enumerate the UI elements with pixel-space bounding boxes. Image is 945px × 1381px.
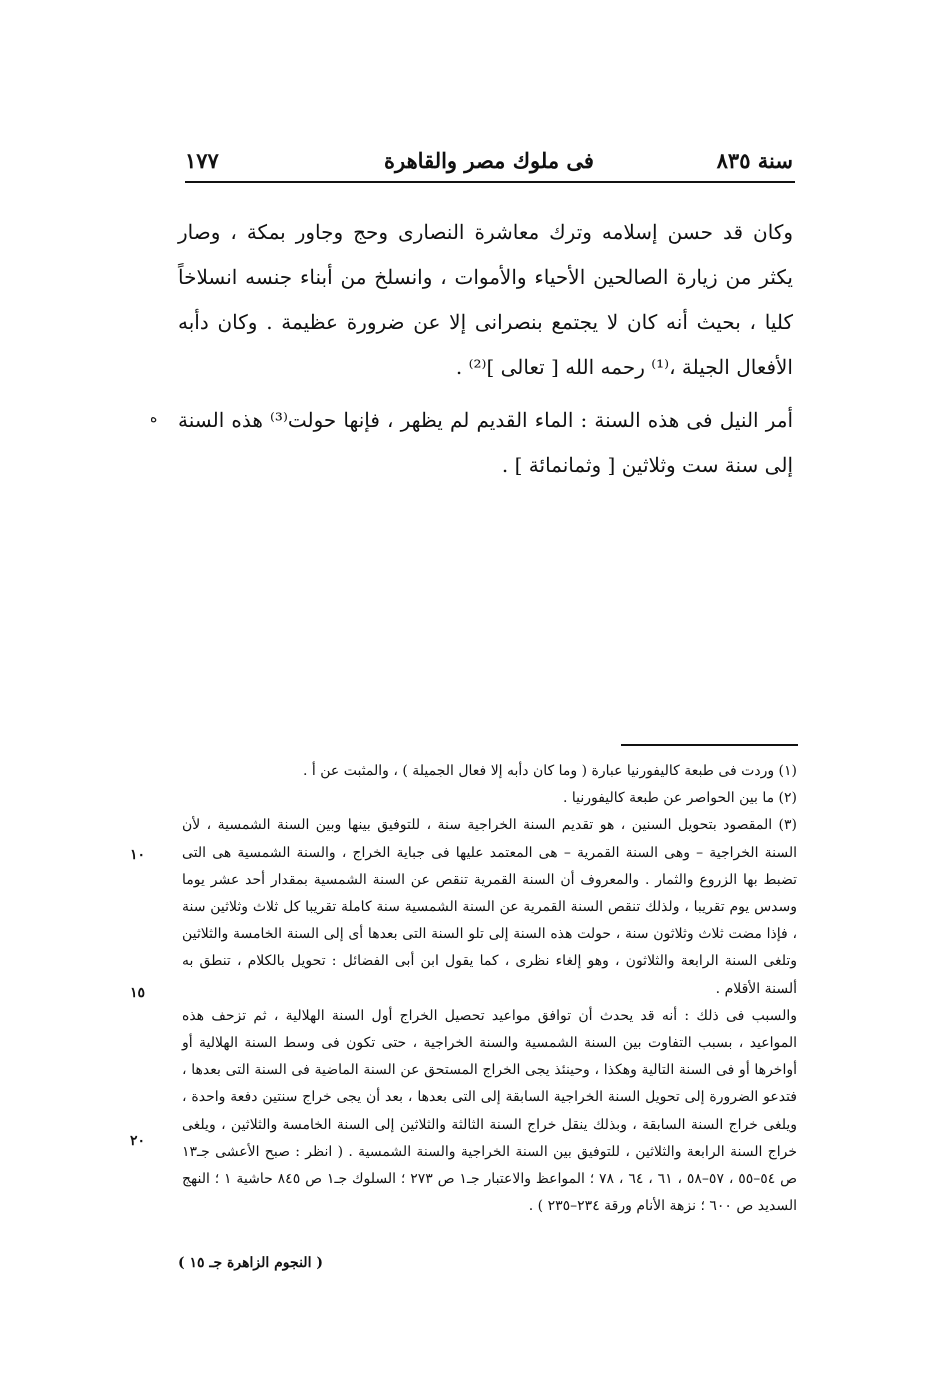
body-paragraph-1: وكان قد حسن إسلامه وترك معاشرة النصارى وحج وجاور بمكة ، وصار يكثر من زيارة الصالحين الأحياء والأموات ، وانسلخ من أبناء جنسه انسلاخاً كليا ، بحيث أنه كان لا يجتمع بنصرانى إلا عن ضرورة عظيمة . وكان دأبه الأفعال الجيلة ،⁽¹⁾ رحمه الله [ تعالى ]⁽²⁾ . bbox=[178, 220, 794, 379]
header-title: فى ملوك مصر والقاهرة bbox=[384, 148, 594, 173]
running-header bbox=[185, 148, 793, 180]
header-year: سنة ٨٣٥ bbox=[716, 148, 793, 173]
footnote-3: (٣) المقصود بتحويل السنين ، هو تقديم السنة الخراجية سنة ، للتوفيق بينها وبين السنة الشمسية ، لأن السنة الخراجية – وهى السنة القمرية – هى المعتمد عليها فى جباية الخراج ، والسنة الشمسية هى التى تضبط بها الزروع والثمار . والمعروف أن السنة القمرية تنقص عن السنة الشمسية بمقدار أحد عشر يوما وسدس يوم تقريبا ، ولذلك تنقص السنة القمرية عن السنة الشمسية سنة كاملة تقريبا كل ثلاث وثلاثين سنة ، فإذا مضت ثلاث وثلاثون سنة ، حولت هذه السنة إلى تلو السنة التى بعدها أى إلى السنة الخامسة والثلاثين وتلغى السنة الرابعة والثلاثون ، وهو إلغاء نظرى ، كما يقول ابن أبى الفضائل : تحويل بالكلام ، تنطق به ألسنة الأقلام . bbox=[182, 817, 797, 997]
footnote-1: (١) وردت فى طبعة كاليفورنيا عبارة ( وما كان دأبه إلا فعال الجميلة ) ، والمثبت عن أ . bbox=[303, 763, 797, 779]
footnotes bbox=[182, 758, 797, 1220]
line-number-15: ١٥ bbox=[130, 985, 146, 1001]
footnote-3-continued: والسبب فى ذلك : أنه قد يحدث أن توافق مواعيد تحصيل الخراج أول السنة الهلالية ، ثم تزحف هذه المواعيد ، بسبب التفاوت بين السنة الشمسية والسنة الخراجية ، حتى تكون فى وسط السنة الهلالية أو أواخرها أو فى السنة التالية وهكذا ، وحينئذ يجى الخراج المستحق عن السنة الماضية فى السنة التى بعدها ، فتدعو الضرورة إلى تحويل السنة الخراجية السابقة إلى التى بعدها ، بعد أن يجى خراج سنتين دفعة واحدة ، ويلغى خراج السنة السابقة ، وبذلك ينقل خراج السنة الثالثة والثلاثين إلى السنة الخامسة والثلاثين ، ويلغى خراج السنة الرابعة والثلاثين ، للتوفيق بين السنة الخراجية والسنة الشمسية . ( انظر : صبح الأعشى جـ١٣ ص ٥٤–٥٥ ، ٥٧–٥٨ ، ٦١ ، ٦٤ ، ٧٨ ؛ المواعظ والاعتبار جـ١ ص ٢٧٣ ؛ السلوك جـ١ ص ٨٤٥ حاشية ١ ؛ النهج السديد ص ٦٠٠ ؛ نزهة الأنام ورقة ٢٣٤–٢٣٥ ) . bbox=[182, 1007, 798, 1215]
line-number-10: ١٠ bbox=[130, 847, 146, 863]
footnote-2: (٢) ما بين الحواصر عن طبعة كاليفورنيا . bbox=[562, 790, 797, 807]
margin-mark: ه bbox=[150, 410, 158, 426]
header-rule bbox=[185, 181, 795, 183]
footnote-rule bbox=[621, 744, 798, 746]
body-paragraph-2: أمر النيل فى هذه السنة : الماء القديم لم يظهر ، فإنها حولت⁽³⁾ هذه السنة إلى سنة ست وثلاثين [ وثمانمائة ] . bbox=[178, 408, 794, 477]
page-number: ١٧٧ bbox=[185, 148, 219, 173]
volume-signature: ( النجوم الزاهرة جـ ١٥ ) bbox=[178, 1255, 323, 1271]
line-number-20: ٢٠ bbox=[130, 1133, 146, 1149]
